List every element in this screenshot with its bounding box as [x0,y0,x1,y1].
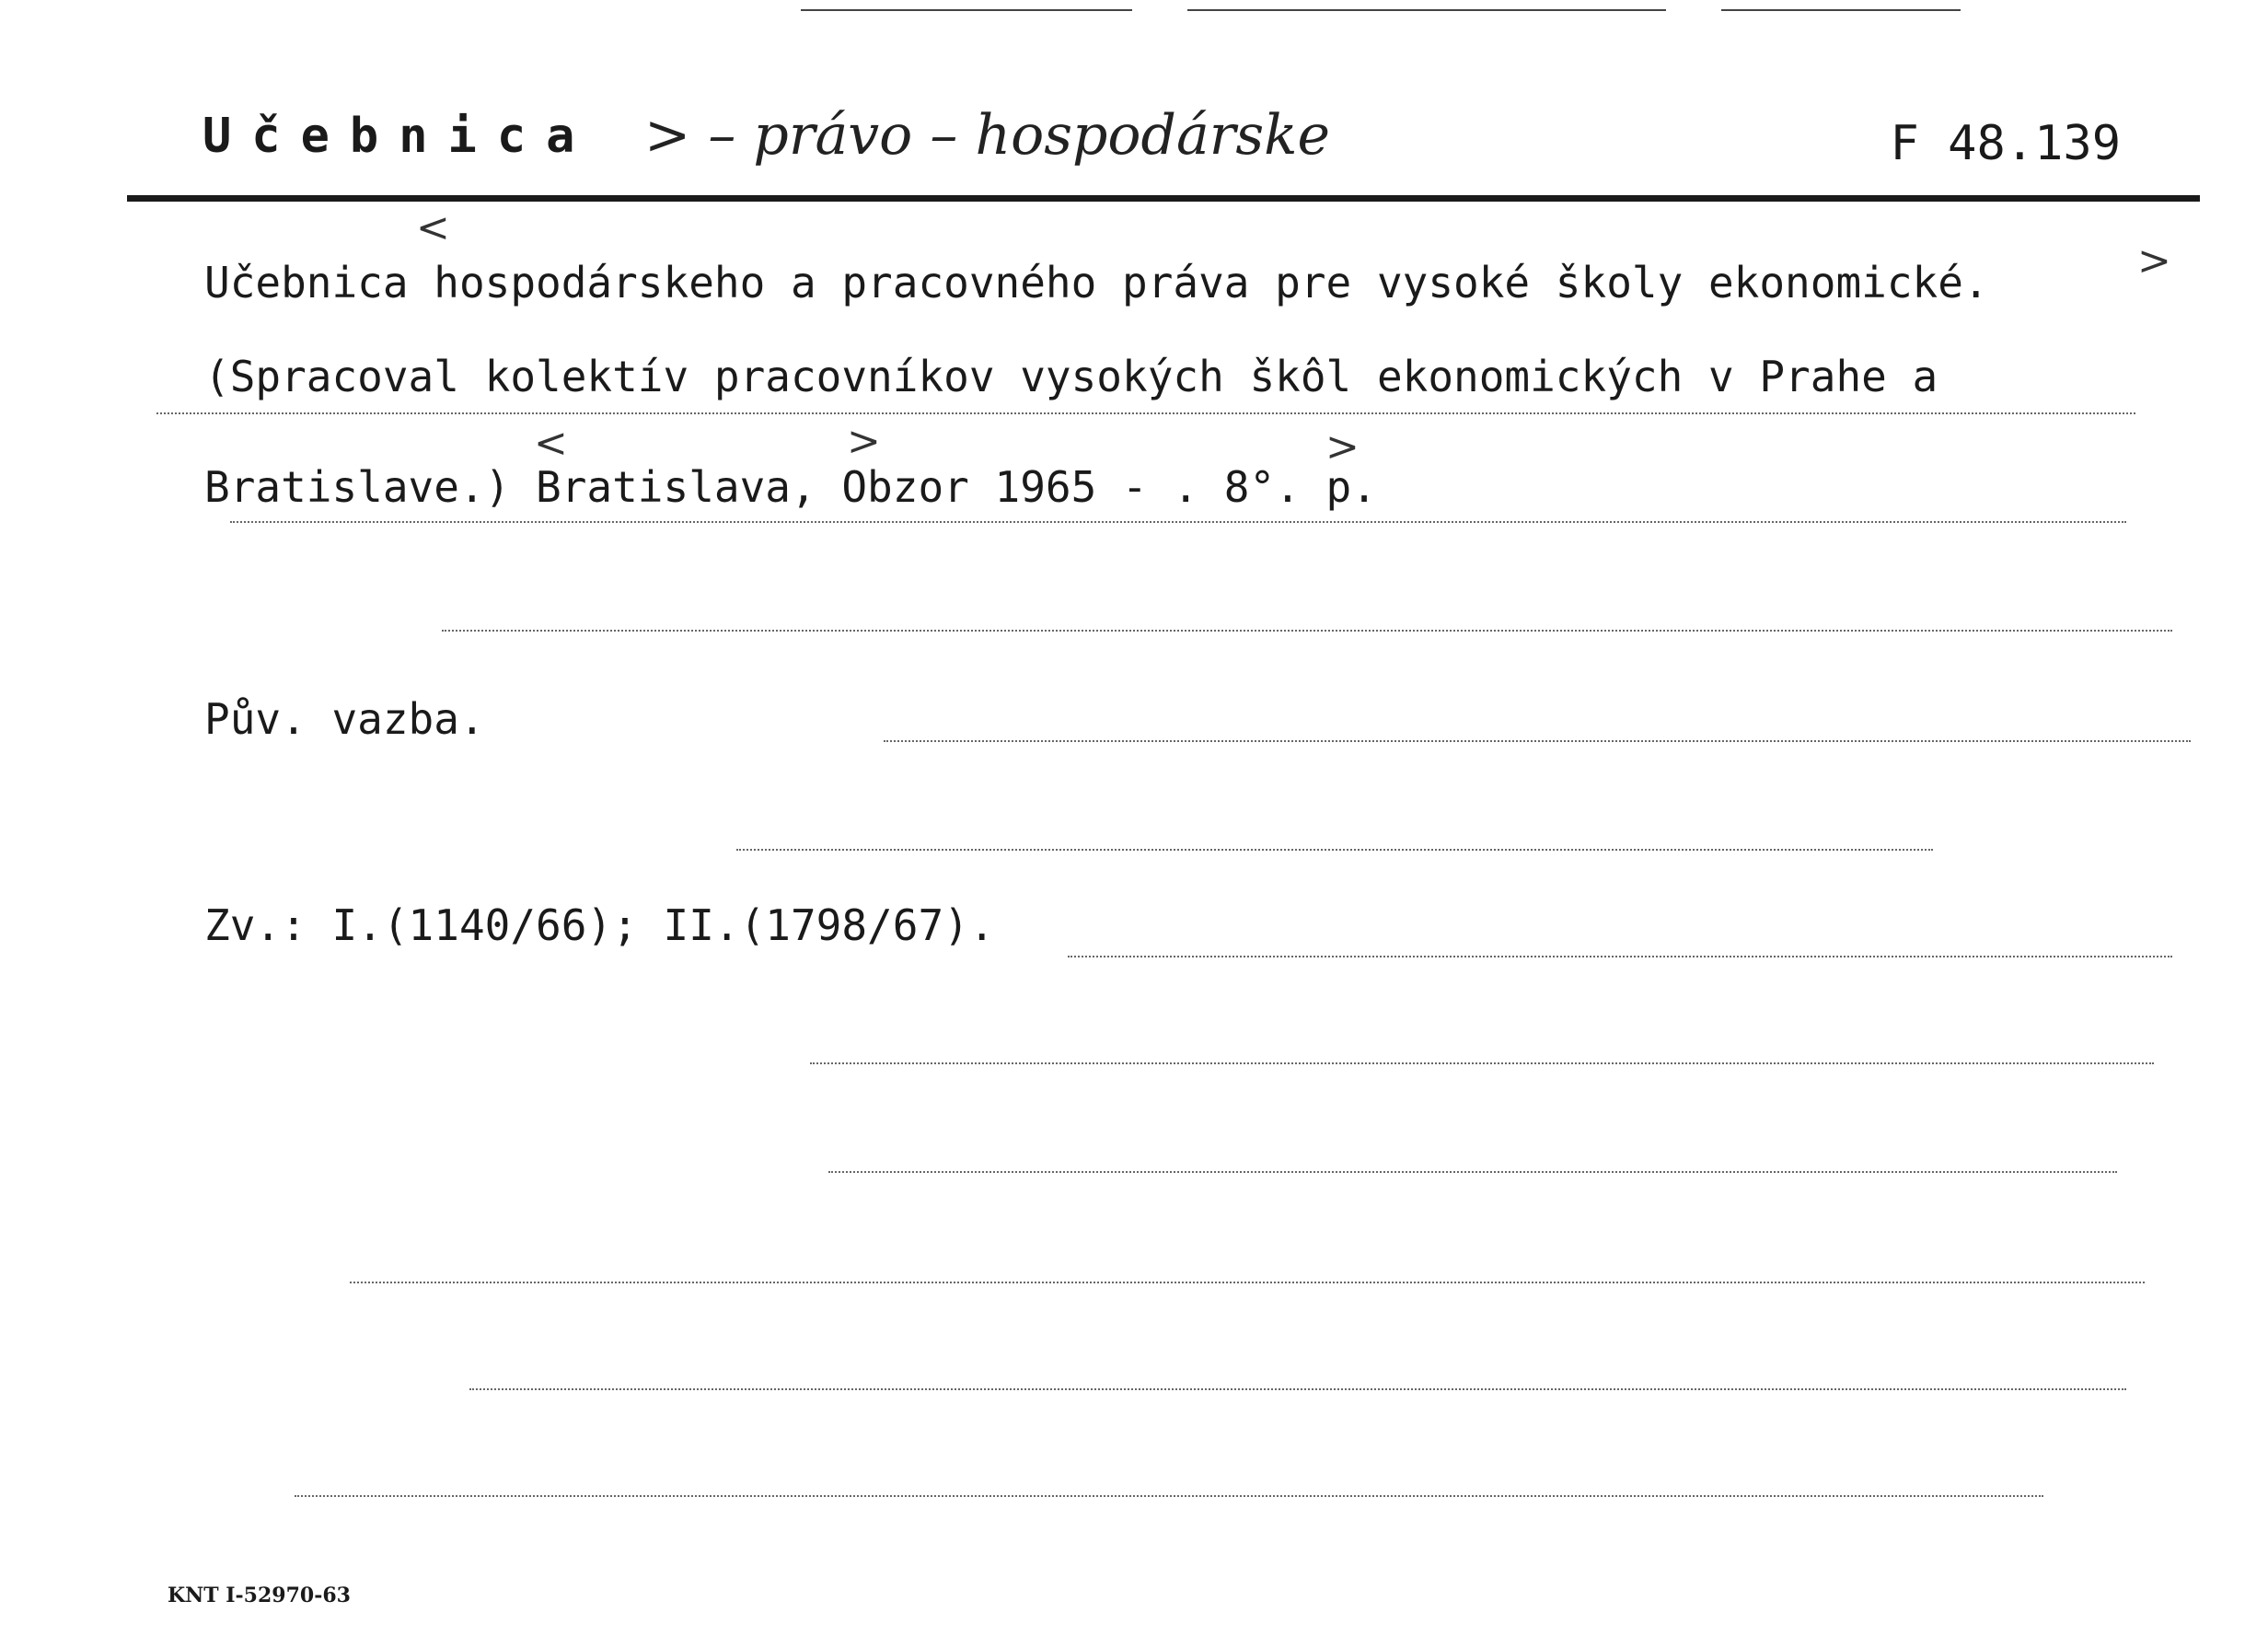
handwritten-subject: > – právo – hospodárske [644,103,1331,168]
handwritten-mark: > [1325,424,1360,470]
top-edge-line [801,9,1132,11]
card-heading: Učebnica [202,109,596,164]
title-line: Učebnica hospodárskeho a pracovného práva pre vysoké školy ekonomické. [204,258,1989,307]
ruled-line [230,521,2126,523]
handwritten-mark: > [2137,238,2171,284]
call-number: F 48.139 [1890,116,2121,171]
handwritten-mark: > [847,418,881,465]
ruled-line [1068,956,2172,957]
handwritten-mark: < [416,204,450,251]
ruled-line [884,740,2191,742]
imprint-line: Bratislave.) Bratislava, Obzor 1965 - . 8°. p. [204,462,1377,512]
ruled-line [295,1495,2043,1497]
top-edge-line [1721,9,1961,11]
card-print-code: KNT I-52970-63 [168,1584,351,1607]
responsibility-line: (Spracoval kolektív pracovníkov vysokých škôl ekonomických v Prahe a [204,352,1938,401]
ruled-line [828,1171,2117,1173]
ruled-line [736,849,1933,851]
ruled-line [350,1282,2145,1283]
volumes-note: Zv.: I.(1140/66); II.(1798/67). [204,900,995,950]
ruled-line [810,1062,2154,1064]
top-edge-line [1187,9,1666,11]
binding-note: Pův. vazba. [204,694,485,744]
ruled-line [469,1388,2126,1390]
ruled-line [442,630,2172,632]
ruled-line [156,412,2135,414]
heading-rule [127,195,2200,202]
handwritten-mark: < [534,420,568,467]
